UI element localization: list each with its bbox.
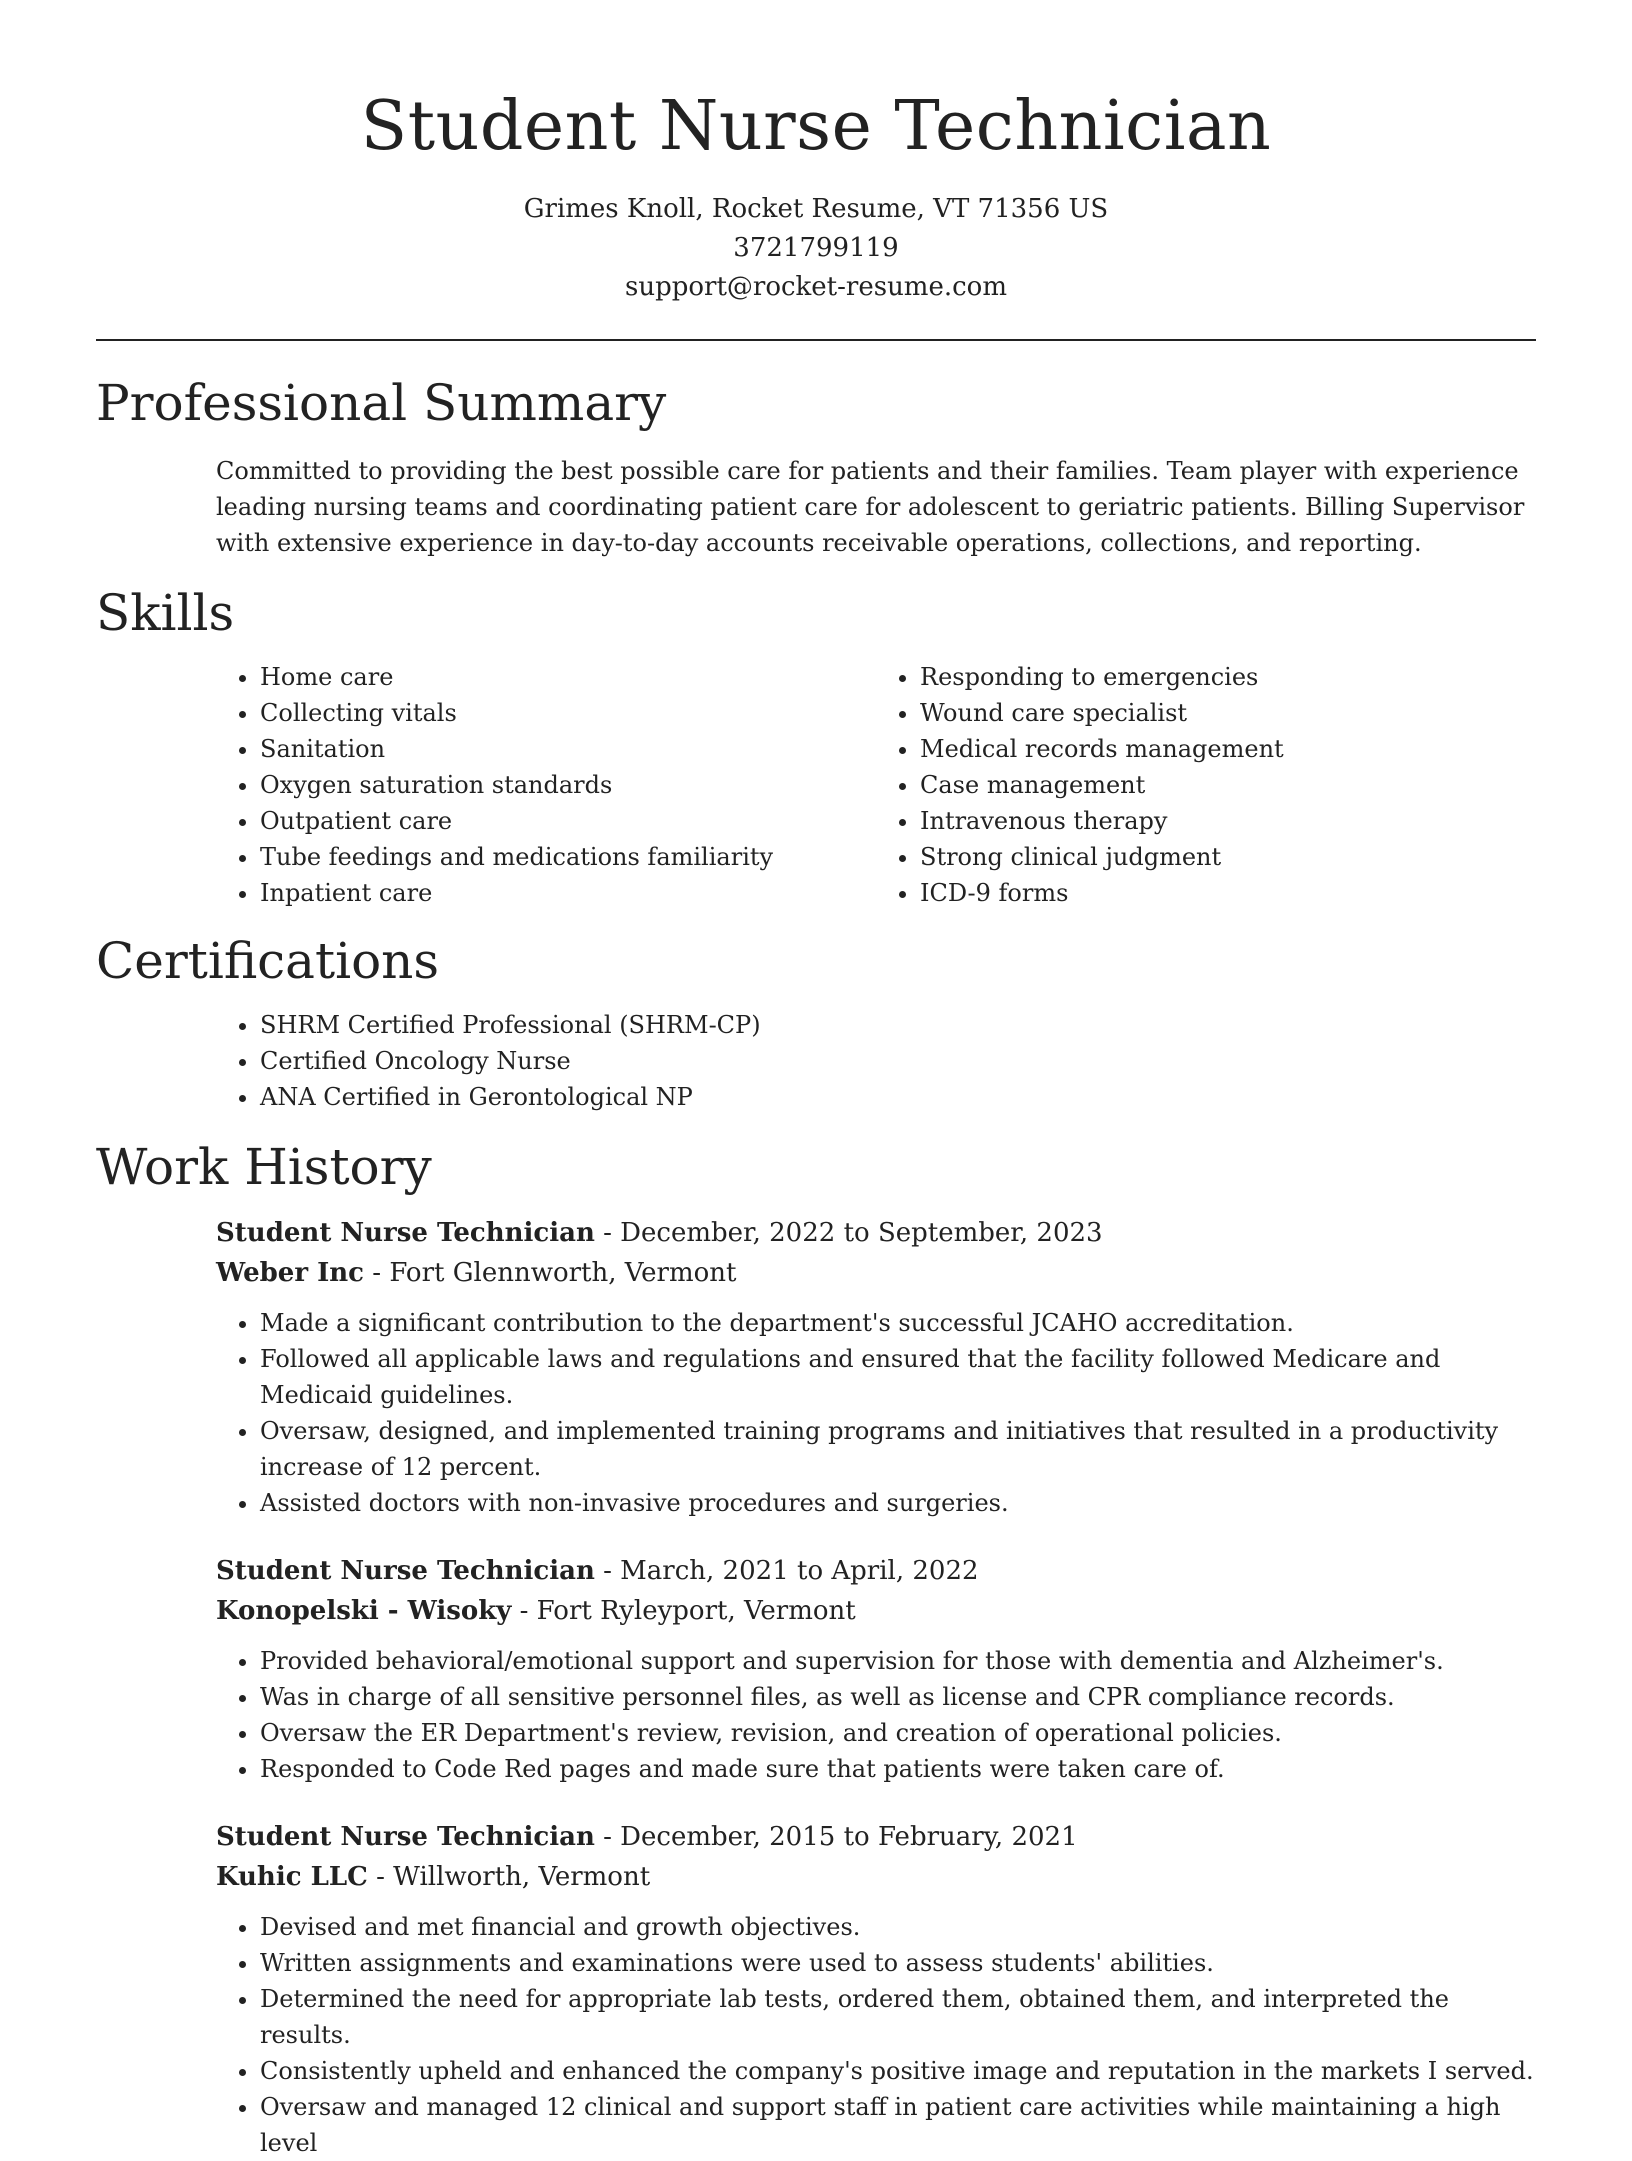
job-dates: - December, 2022 to September, 2023	[594, 1218, 1103, 1248]
summary-section	[0, 371, 1632, 561]
job-bullet: • Made a significant contribution to the department's successful JCAHO accreditation.	[260, 1305, 1536, 1341]
job-bullets	[216, 1305, 1536, 1521]
job-title: Student Nurse Technician	[216, 1822, 595, 1852]
skills-list-right	[876, 659, 1536, 911]
certifications-list	[216, 1007, 1536, 1115]
job-title-line	[216, 1551, 1536, 1591]
job-bullet: • Assisted doctors with non-invasive procedures and surgeries.	[260, 1485, 1536, 1521]
skill-item: • Medical records management	[920, 731, 1536, 767]
contact-address: Grimes Knoll, Rocket Resume, VT 71356 US	[523, 194, 1109, 224]
certification-item: • Certified Oncology Nurse	[260, 1043, 1536, 1079]
job-bullet: • Followed all applicable laws and regulations and ensured that the facility followed Medicare and Medicaid guidelines.	[260, 1341, 1536, 1413]
skills-list-left	[216, 659, 876, 911]
skill-item: • Intravenous therapy	[920, 803, 1536, 839]
candidate-name: Student Nurse Technician	[360, 87, 1272, 166]
skills-columns	[216, 659, 1536, 911]
job-company: Konopelski - Wisoky	[216, 1596, 512, 1626]
skill-item: • Sanitation	[260, 731, 876, 767]
job-bullet: • Oversaw the ER Department's review, revision, and creation of operational policies.	[260, 1715, 1536, 1751]
skills-heading: Skills	[96, 584, 235, 642]
certifications-list-wrap	[216, 1007, 1536, 1115]
skill-item: • Outpatient care	[260, 803, 876, 839]
work-history-section	[0, 1135, 1632, 2161]
job-bullet: • Responded to Code Red pages and made sure that patients were taken care of.	[260, 1751, 1536, 1787]
skill-item: • Collecting vitals	[260, 695, 876, 731]
contact-block	[0, 190, 1632, 307]
job-bullet: • Consistently upheld and enhanced the company's positive image and reputation in the markets I served.	[260, 2053, 1536, 2089]
job-bullet: • Was in charge of all sensitive personnel files, as well as license and CPR compliance records.	[260, 1679, 1536, 1715]
skill-item: • Home care	[260, 659, 876, 695]
job-entry	[216, 1551, 1536, 1787]
job-title: Student Nurse Technician	[216, 1218, 595, 1248]
job-bullets	[216, 1909, 1536, 2161]
job-company-line	[216, 1253, 1536, 1293]
job-location: - Fort Ryleyport, Vermont	[511, 1596, 856, 1626]
skill-item: • Oxygen saturation standards	[260, 767, 876, 803]
summary-text: Committed to providing the best possible care for patients and their families. Team player with experience leading nursing teams and coordinating patient care for adolescent to geriatric patients. Billing Supervisor with extensive experience in day-to-day accounts receivable operations, collections, and reporting.	[216, 457, 1525, 557]
skill-item: • ICD-9 forms	[920, 875, 1536, 911]
job-title: Student Nurse Technician	[216, 1556, 595, 1586]
certification-item: • ANA Certified in Gerontological NP	[260, 1079, 1536, 1115]
job-title-line	[216, 1817, 1536, 1857]
contact-email: support@rocket-resume.com	[624, 272, 1007, 302]
job-bullet: • Devised and met financial and growth objectives.	[260, 1909, 1536, 1945]
header-divider	[96, 339, 1536, 341]
skill-item: • Inpatient care	[260, 875, 876, 911]
job-entry	[216, 1213, 1536, 1521]
job-bullet: • Provided behavioral/emotional support and supervision for those with dementia and Alzheimer's.	[260, 1643, 1536, 1679]
job-bullets	[216, 1643, 1536, 1787]
contact-phone: 3721799119	[733, 233, 899, 263]
certifications-section	[0, 929, 1632, 1115]
job-company: Kuhic LLC	[216, 1862, 368, 1892]
resume-header	[0, 0, 1632, 307]
skill-item: • Strong clinical judgment	[920, 839, 1536, 875]
job-dates: - March, 2021 to April, 2022	[594, 1556, 979, 1586]
skills-section	[0, 581, 1632, 911]
skill-item: • Case management	[920, 767, 1536, 803]
certification-item: • SHRM Certified Professional (SHRM-CP)	[260, 1007, 1536, 1043]
job-location: - Willworth, Vermont	[367, 1862, 651, 1892]
job-bullet: • Oversaw and managed 12 clinical and support staff in patient care activities while maintaining a high level	[260, 2089, 1536, 2161]
skill-item: • Responding to emergencies	[920, 659, 1536, 695]
job-bullet: • Written assignments and examinations were used to assess students' abilities.	[260, 1945, 1536, 1981]
job-bullet: • Oversaw, designed, and implemented training programs and initiatives that resulted in a productivity increase of 12 percent.	[260, 1413, 1536, 1485]
job-entry	[216, 1817, 1536, 2161]
job-company: Weber Inc	[216, 1258, 364, 1288]
job-location: - Fort Glennworth, Vermont	[364, 1258, 737, 1288]
job-company-line	[216, 1591, 1536, 1631]
skill-item: • Wound care specialist	[920, 695, 1536, 731]
work-history-heading: Work History	[96, 1138, 432, 1196]
certifications-heading: Certifications	[96, 932, 440, 990]
job-bullet: • Determined the need for appropriate lab tests, ordered them, obtained them, and interpreted the results.	[260, 1981, 1536, 2053]
job-dates: - December, 2015 to February, 2021	[594, 1822, 1078, 1852]
job-company-line	[216, 1857, 1536, 1897]
job-title-line	[216, 1213, 1536, 1253]
summary-heading: Professional Summary	[96, 374, 667, 432]
skill-item: • Tube feedings and medications familiarity	[260, 839, 876, 875]
